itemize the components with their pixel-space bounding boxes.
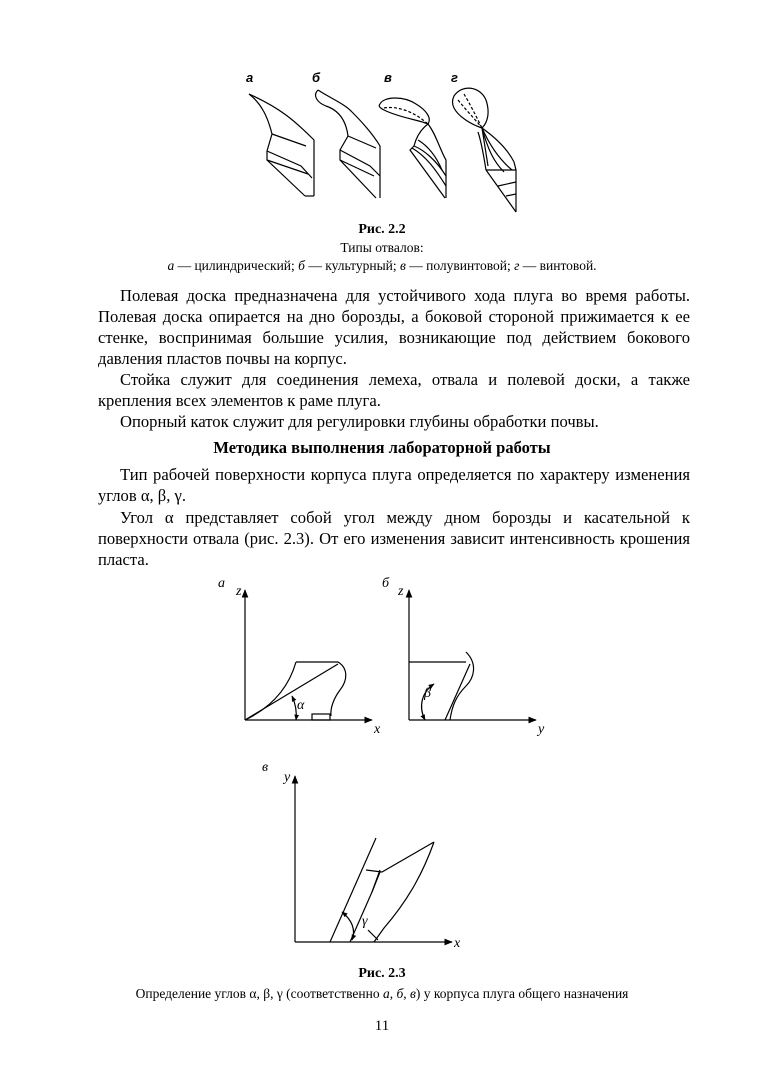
- fig22-panel-label-b: б: [312, 70, 321, 85]
- fig23-panel-a: [245, 590, 372, 720]
- paragraph: Опорный каток служит для регулировки глубины обработки почвы.: [120, 412, 599, 431]
- fig23-panel-c: [295, 776, 452, 942]
- fig22-panel-label-d: г: [451, 70, 458, 85]
- paragraph: Угол α представляет собой угол между дном борозды и касательной к поверхности отвала (рис. 2.3). От его изменения зависит интенсивность крошения пласта.: [98, 508, 690, 569]
- fig23-c-axis-x-label: x: [454, 936, 461, 951]
- fig23-caption-text: ) у корпуса плуга общего назначения: [415, 986, 629, 1001]
- fig22-title: Рис. 2.2: [358, 222, 406, 237]
- paragraph: Тип рабочей поверхности корпуса плуга определяется по характеру изменения углов α, β, γ.: [98, 465, 690, 505]
- section-heading: Методика выполнения лабораторной работы: [213, 438, 551, 457]
- fig22-panel-label-c: в: [384, 70, 392, 85]
- fig22-legend-letter: а: [167, 258, 175, 273]
- fig22-legend-letter: в: [400, 258, 406, 273]
- fig23-b-axis-y-label: y: [538, 722, 545, 737]
- fig23-caption-text: Определение углов α, β, γ (соответственно: [135, 986, 383, 1001]
- fig23-b-axis-z-label: z: [398, 584, 404, 599]
- fig23-b-angle-label: β: [424, 686, 431, 701]
- fig22-subtitle: Типы отвалов:: [340, 240, 424, 255]
- fig23-a-angle-label: α: [297, 698, 305, 713]
- fig23-panel-label-c: в: [262, 760, 269, 775]
- fig23-c-axis-y-label: y: [284, 770, 291, 785]
- fig23-a-axis-x-label: x: [374, 722, 381, 737]
- fig23-panel-label-b: б: [382, 576, 390, 591]
- fig22-legend-letter: б: [298, 258, 305, 273]
- page-number: 11: [374, 1018, 390, 1034]
- fig23-caption-letter: б: [396, 986, 404, 1001]
- fig23-caption-sep: ,: [389, 986, 397, 1001]
- paragraph: Полевая доска предназначена для устойчивого хода плуга во время работы. Полевая доска опирается на дно борозды, а боковой стороной прижимается к ее стенке, воспринимая большие усилия, возникающие под действием бокового давления пластов почвы на корпус.: [98, 286, 690, 368]
- fig23-c-angle-label: γ: [362, 914, 368, 929]
- fig23-panel-label-a: а: [218, 576, 225, 591]
- fig23-caption: [0, 986, 764, 1002]
- fig22-legend-text: — полувинтовой;: [405, 258, 515, 273]
- paragraph: Стойка служит для соединения лемеха, отвала и полевой доски, а также крепления всех элементов к раме плуга.: [98, 370, 690, 410]
- fig23-caption-letter: а: [382, 986, 390, 1001]
- fig23-panel-b: [409, 590, 536, 720]
- fig22-legend-text: — культурный;: [304, 258, 400, 273]
- fig22-panel-label-a: а: [246, 70, 254, 85]
- fig23-a-axis-z-label: z: [236, 584, 242, 599]
- fig23-title: Рис. 2.3: [358, 966, 406, 981]
- fig23-caption-sep: ,: [403, 986, 411, 1001]
- fig22-legend-text: — цилиндрический;: [174, 258, 299, 273]
- fig22-legend-letter: г: [514, 258, 520, 273]
- fig22-legend-text: — винтовой.: [519, 258, 597, 273]
- fig23-caption-letter: в: [410, 986, 416, 1001]
